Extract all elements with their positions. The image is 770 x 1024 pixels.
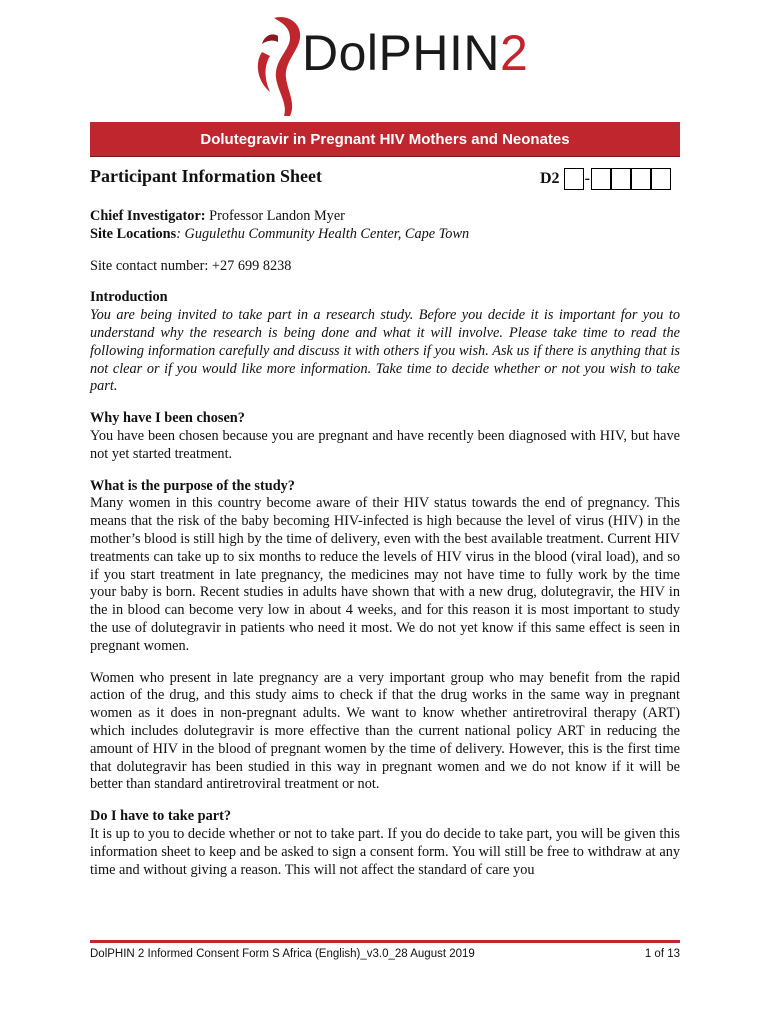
intro-heading: Introduction [90,289,168,306]
purpose-heading: What is the purpose of the study? [90,477,295,494]
participant-id-prefix: D2 [540,170,560,187]
purpose-paragraph-1: Many women in this country become aware of their HIV status towards the end of pregnancy. This means that the risk of the baby becoming HIV-infected is high because the level of virus (HIV) in the mother’s blood is still high by the time of delivery, even with the best available treatment. Current HIV treatments can take up to six months to reduce the levels of HIV virus in the blood (viral load), and so if you start treatment in late pregnancy, the medicines may not have time to fully work by the time your baby is born. Recent studies in adults have shown that with a new drug, dolutegravir, the HIV in the in blood can become very low in about 4 weeks, and for this reason it is most important to study the use of dolutegravir in patients who need it most. We do not yet know if this same effect is seen in pregnant women. [90,495,681,654]
site-locations-value: : Gugulethu Community Health Center, Cape Town [176,225,470,242]
participant-id-field [540,168,671,190]
chosen-paragraph: You have been chosen because you are pregnant and have recently been diagnosed with HIV, but have not yet started treatment. [90,427,680,462]
footer-page-number: 1 of 13 [644,948,680,960]
participant-id-box [631,168,651,190]
dolphin2-logo [244,12,574,120]
chief-investigator-value: Professor Landon Myer [205,208,345,224]
footer-document-name: DolPHIN 2 Informed Consent Form S Africa (English)_v3.0_28 August 2019 [90,948,475,960]
purpose-paragraph-2: Women who present in late pregnancy are a very important group who may benefit from the rapid action of the drug, and this study aims to check if that the drug works in the same way in pregnant women as it does in non-pregnant adults. We want to know whether antiretroviral therapy (ART) which includes dolutegravir is more effective than the current national policy ART in reducing the amount of HIV in the blood of pregnant women by the time of delivery. However, this is the first time that dolutegravir has been studied in this way in pregnant women and we do not know if it will be better than standard antiretroviral treatment or not. [90,669,680,793]
participant-id-box [564,168,584,190]
study-banner [90,122,680,156]
site-locations-line [90,226,680,244]
take-part-paragraph: It is up to you to decide whether or not to take part. If you do decide to take part, you will be given this information sheet to keep and be asked to sign a consent form. You will still be free to withdraw at any time and without giving a reason. This will not affect the standard of care you [90,825,680,878]
participant-id-box [611,168,631,190]
chief-investigator-line [90,208,680,226]
footer-rule [90,940,680,943]
logo-text-main: DolPHIN [302,25,500,81]
logo-text-suffix: 2 [499,25,529,81]
banner-text: Dolutegravir in Pregnant HIV Mothers and Neonates [200,130,570,148]
chosen-heading: Why have I been chosen? [90,410,245,427]
participant-id-dash: - [584,170,590,187]
document-title: Participant Information Sheet [90,166,322,186]
site-contact-line: Site contact number: +27 699 8238 [90,257,292,274]
page-footer [90,948,680,960]
take-part-heading: Do I have to take part? [90,808,231,825]
logo-wordmark [302,24,528,82]
chief-investigator-label: Chief Investigator: [90,208,206,224]
participant-id-box [591,168,611,190]
participant-id-box [651,168,671,190]
site-locations-label: Site Locations [90,225,177,242]
intro-paragraph: You are being invited to take part in a research study. Before you decide it is important for you to understand why the research is being done and what it will involve. Please take time to read the following information carefully and discuss it with others if you wish. Ask us if there is anything that is not clear or if you would like more information. Take time to decide whether or not you wish to take part. [90,307,680,395]
document-body [90,208,680,879]
